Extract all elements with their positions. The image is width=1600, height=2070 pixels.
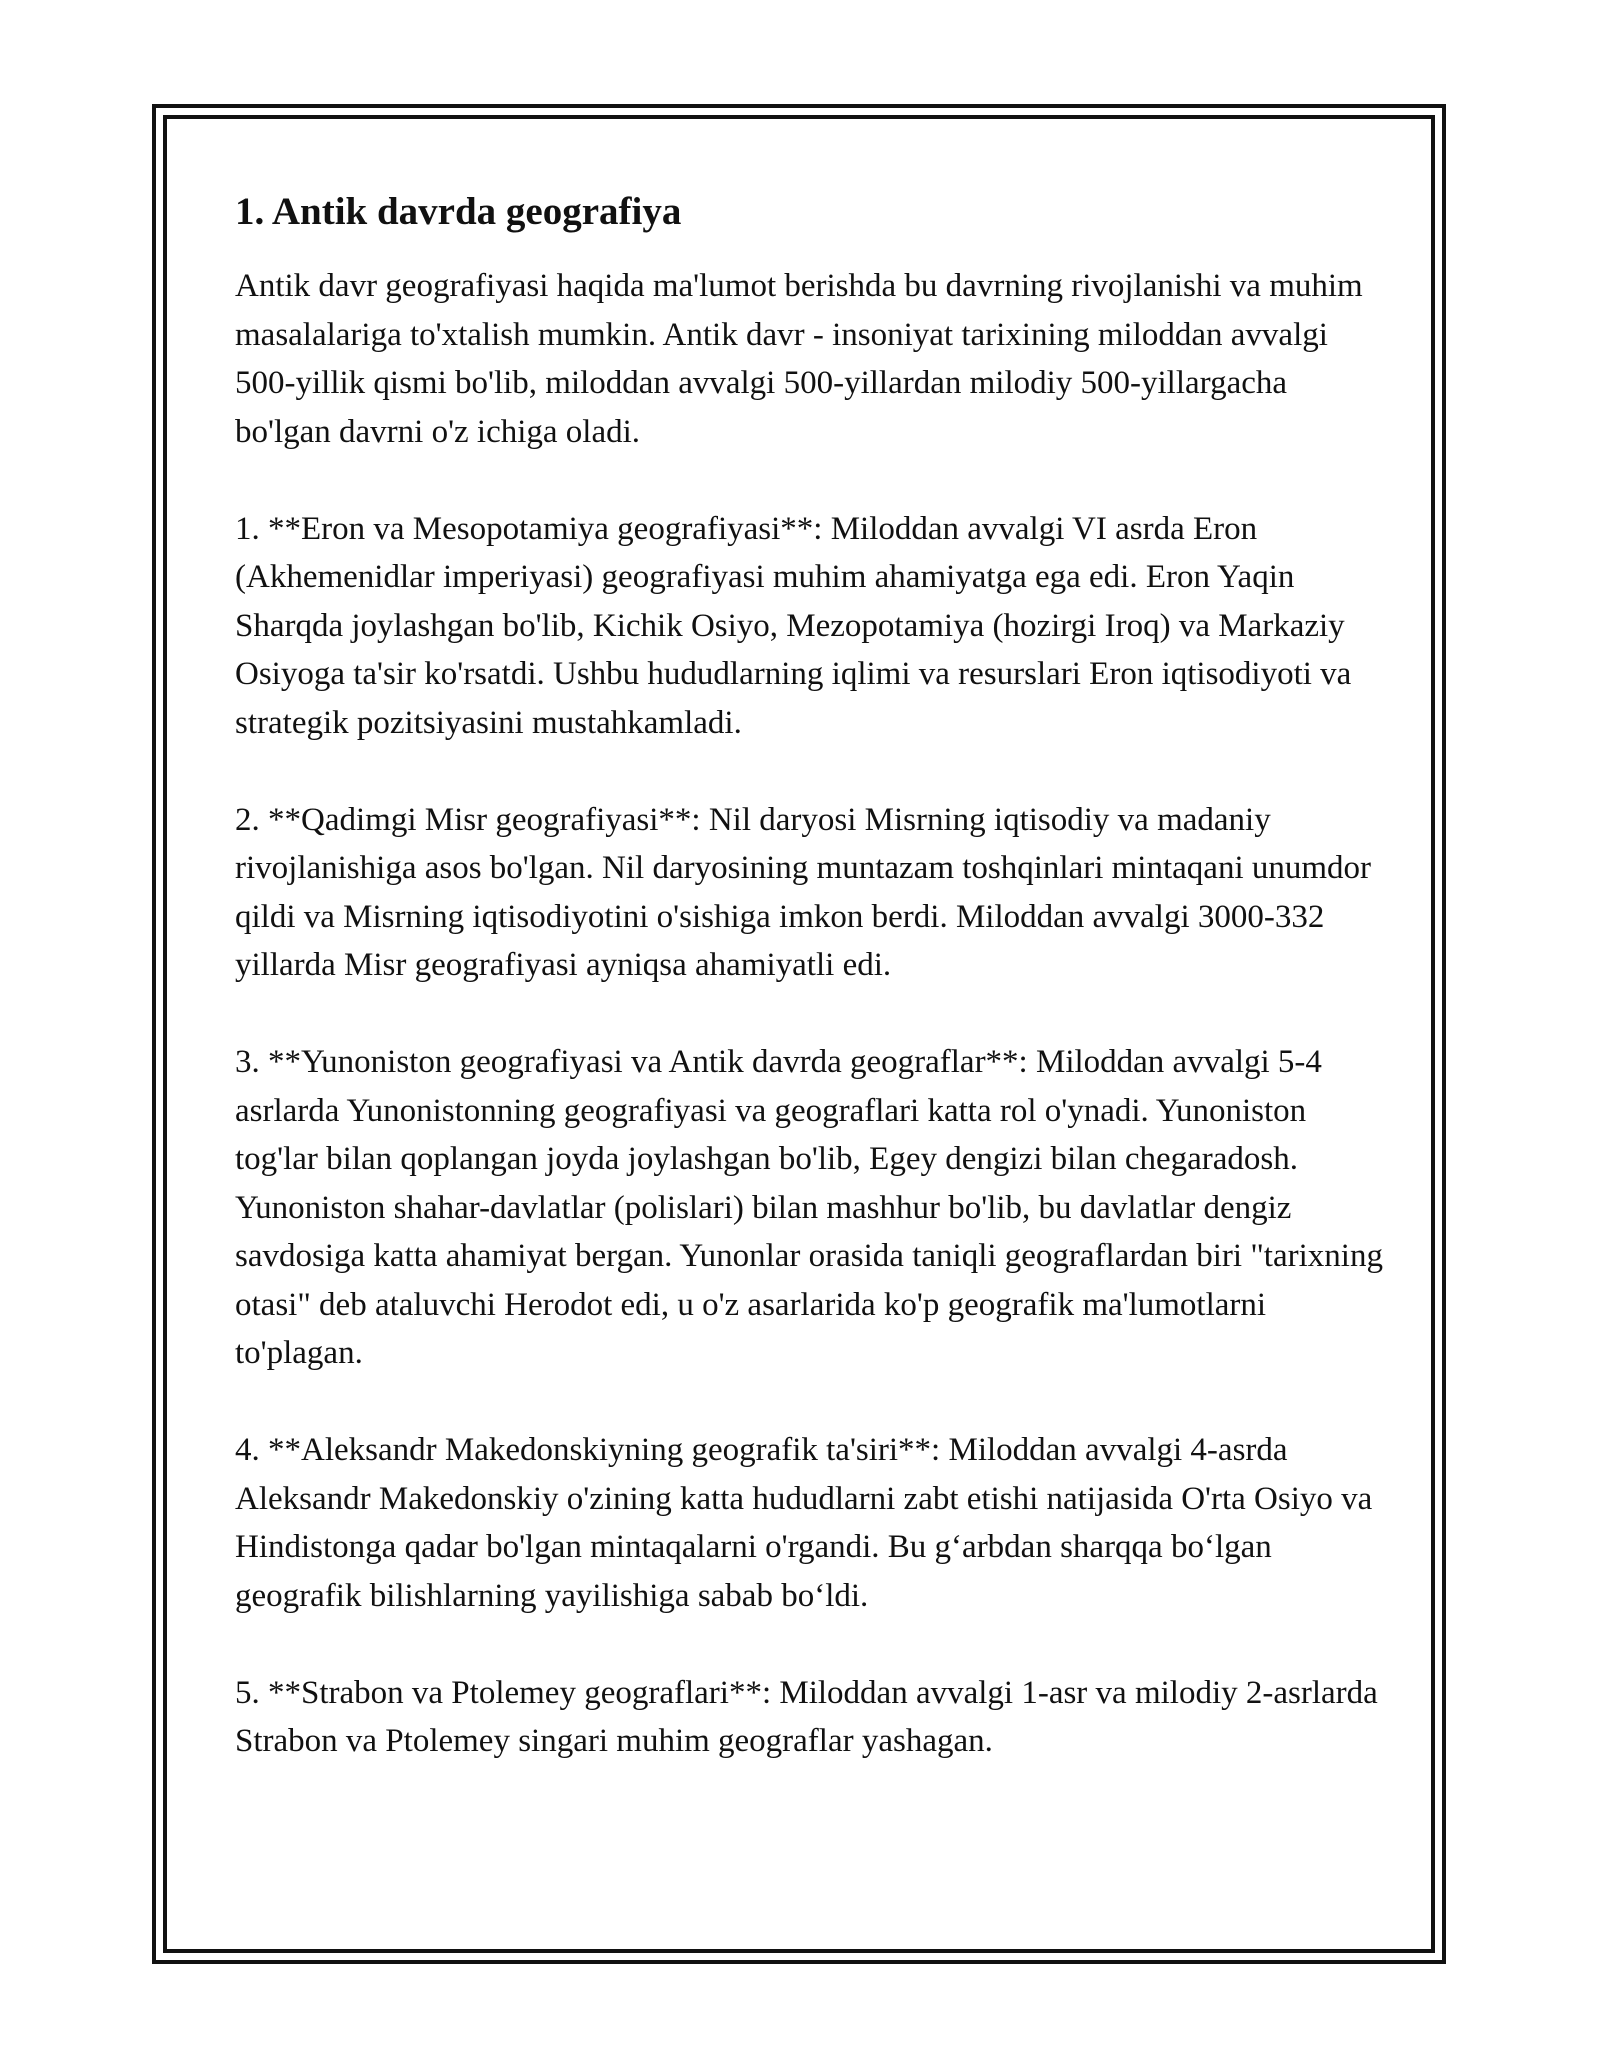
list-item-yunoniston: 3. **Yunoniston geografiyasi va Antik davrda geograflar**: Miloddan avvalgi 5-4 asrlarda Yunonistonning geografiyasi va geograflari katta rol o'ynadi. Yunoniston tog'lar bilan qoplangan joyda joylashgan bo'lib, Egey dengizi bilan chegaradosh. Yunoniston shahar-davlatlar (polislari) bilan mashhur bo'lib, bu davlatlar dengiz savdosiga katta ahamiyat bergan. Yunonlar orasida taniqli geograflardan biri "tarixning otasi" deb ataluvchi Herodot edi, u o'z asarlarida ko'p geografik ma'lumotlarni to'plagan. <box>235 1044 1383 1371</box>
list-item-qadimgi-misr: 2. **Qadimgi Misr geografiyasi**: Nil daryosi Misrning iqtisodiy va madaniy rivojlanishiga asos bo'lgan. Nil daryosining muntazam toshqinlari mintaqani unumdor qildi va Misrning iqtisodiyotini o'sishiga imkon berdi. Miloddan avvalgi 3000-332 yillarda Misr geografiyasi ayniqsa ahamiyatli edi. <box>235 801 1372 983</box>
document-body <box>235 186 1385 1766</box>
list-item-aleksandr-makedonskiy: 4. **Aleksandr Makedonskiyning geografik ta'siri**: Miloddan avvalgi 4-asrda Aleksandr Makedonskiy o'zining katta hududlarni zabt etishi natijasida O'rta Osiyo va Hindistonga qadar bo'lgan mintaqalarni o'rgandi. Bu g‘arbdan sharqqa bo‘lgan geografik bilishlarning yayilishiga sabab bo‘ldi. <box>235 1432 1373 1614</box>
intro-paragraph: Antik davr geografiyasi haqida ma'lumot berishda bu davrning rivojlanishi va muhim masalalariga to'xtalish mumkin. Antik davr - insoniyat tarixining miloddan avvalgi 500-yillik qismi bo'lib, miloddan avvalgi 500-yillardan milodiy 500-yillargacha bo'lgan davrni o'z ichiga oladi. <box>235 268 1363 450</box>
list-item-strabon-ptolemey: 5. **Strabon va Ptolemey geograflari**: Miloddan avvalgi 1-asr va milodiy 2-asrlarda Strabon va Ptolemey singari muhim geograflar yashagan. <box>235 1674 1378 1759</box>
page-title: 1. Antik davrda geografiya <box>235 190 682 233</box>
list-item-eron-mesopotamiya: 1. **Eron va Mesopotamiya geografiyasi**: Miloddan avvalgi VI asrda Eron (Akhemenidlar imperiyasi) geografiyasi muhim ahamiyatga ega edi. Eron Yaqin Sharqda joylashgan bo'lib, Kichik Osiyo, Mezopotamiya (hozirgi Iroq) va Markaziy Osiyoga ta'sir ko'rsatdi. Ushbu hududlarning iqlimi va resurslari Eron iqtisodiyoti va strategik pozitsiyasini mustahkamladi. <box>235 510 1352 741</box>
